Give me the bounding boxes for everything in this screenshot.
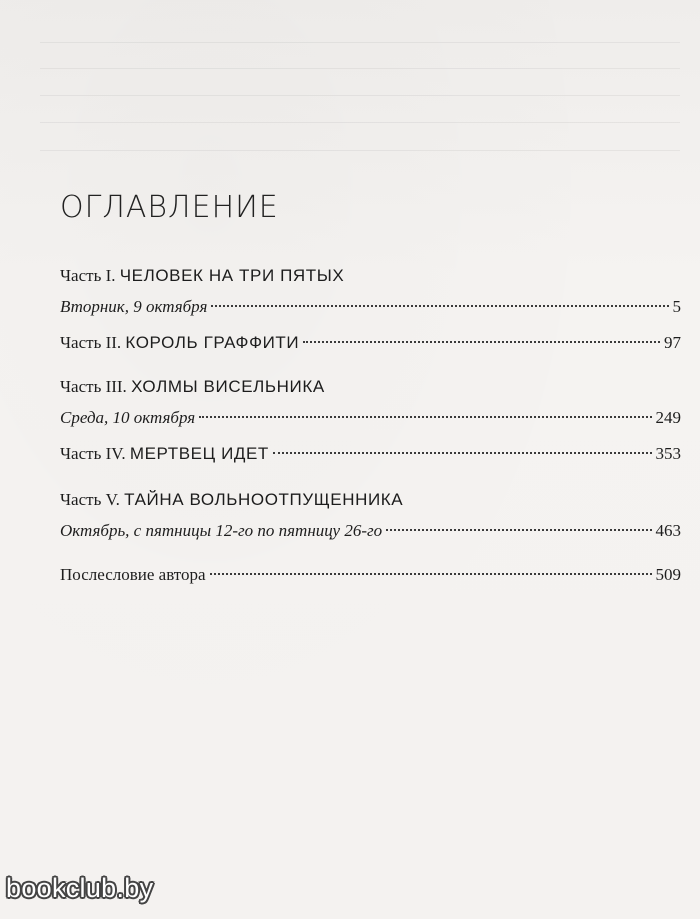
toc-heading bbox=[60, 332, 299, 354]
part-title: КОРОЛЬ ГРАФФИТИ bbox=[125, 333, 300, 352]
part-title: ХОЛМЫ ВИСЕЛЬНИКА bbox=[131, 377, 325, 396]
toc-line bbox=[60, 520, 681, 542]
bleed-through-line bbox=[40, 95, 680, 96]
part-title: ЧЕЛОВЕК НА ТРИ ПЯТЫХ bbox=[119, 266, 345, 285]
page-number: 463 bbox=[655, 521, 681, 540]
toc-entry-afterword bbox=[60, 564, 681, 586]
dot-leader bbox=[199, 416, 651, 418]
dot-leader bbox=[273, 452, 652, 454]
dot-leader bbox=[211, 305, 668, 307]
toc-entry-part-3 bbox=[60, 376, 681, 429]
toc-heading bbox=[60, 376, 681, 398]
toc-heading bbox=[60, 265, 681, 287]
toc-subtitle: Вторник, 9 октября bbox=[60, 297, 208, 316]
toc-line bbox=[60, 443, 681, 465]
page-number: 509 bbox=[655, 565, 681, 584]
toc-entry-part-1 bbox=[60, 265, 681, 318]
part-label: Часть I. bbox=[60, 266, 116, 285]
part-title: ТАЙНА ВОЛЬНООТПУЩЕННИКА bbox=[124, 490, 404, 509]
dot-leader bbox=[303, 341, 660, 343]
part-title: МЕРТВЕЦ ИДЕТ bbox=[129, 444, 269, 463]
part-label: Часть II. bbox=[60, 333, 122, 352]
bleed-through-line bbox=[40, 68, 680, 69]
dot-leader bbox=[210, 573, 652, 575]
page-number: 97 bbox=[664, 333, 681, 352]
toc-line bbox=[60, 332, 681, 354]
toc-entry-part-4 bbox=[60, 443, 681, 465]
toc-line bbox=[60, 564, 681, 586]
toc-entry-part-2 bbox=[60, 332, 681, 354]
bleed-through-line bbox=[40, 42, 680, 43]
toc-line bbox=[60, 407, 681, 429]
part-label: Часть III. bbox=[60, 377, 127, 396]
toc-entry-part-5 bbox=[60, 489, 681, 542]
bleed-through-line bbox=[40, 122, 680, 123]
bleed-through-line bbox=[40, 150, 680, 151]
page-number: 5 bbox=[672, 297, 681, 316]
toc-heading: Послесловие автора bbox=[60, 565, 206, 584]
toc-subtitle: Октябрь, с пятницы 12-го по пятницу 26-го bbox=[60, 521, 383, 540]
toc-subtitle: Среда, 10 октября bbox=[60, 408, 196, 427]
page-number: 249 bbox=[655, 408, 681, 427]
page-title: ОГЛАВЛЕНИЕ bbox=[60, 190, 279, 225]
part-label: Часть IV. bbox=[60, 444, 126, 463]
toc-line bbox=[60, 296, 681, 318]
dot-leader bbox=[386, 529, 651, 531]
page-number: 353 bbox=[655, 444, 681, 463]
toc-heading bbox=[60, 443, 269, 465]
part-label: Часть V. bbox=[60, 490, 120, 509]
toc-heading bbox=[60, 489, 681, 511]
watermark: bookclub.by bbox=[6, 873, 154, 903]
